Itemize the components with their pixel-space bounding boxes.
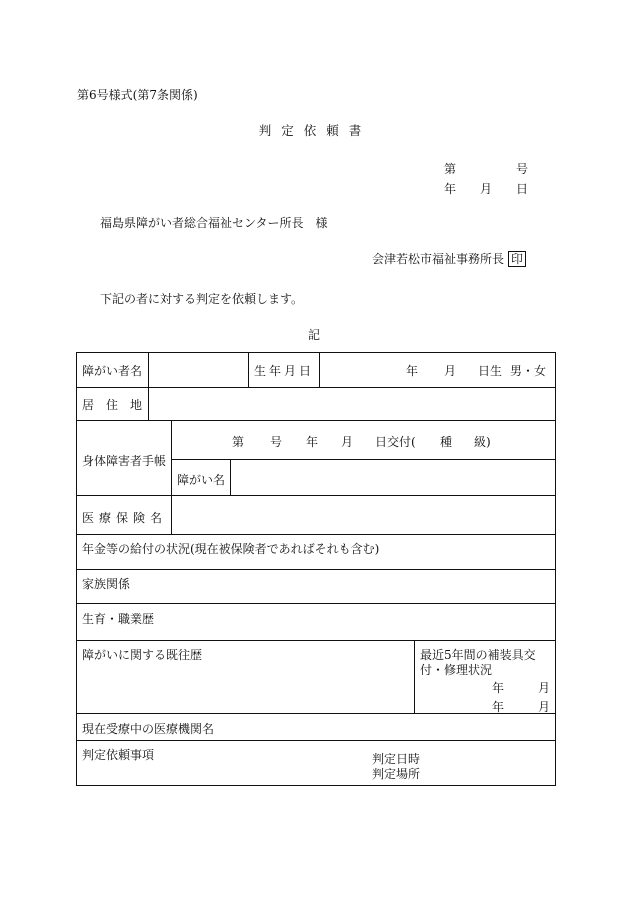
form-table	[76, 352, 556, 786]
doc-date-day: 日	[516, 182, 529, 196]
seal-mark: 印	[508, 251, 526, 267]
aids-year-1: 年	[492, 681, 505, 695]
disability-name-label: 障がい名	[177, 473, 226, 487]
doc-number-go: 号	[516, 162, 529, 176]
address-label: 居住地	[82, 398, 155, 412]
medical-history-label: 障がいに関する既往歴	[82, 648, 203, 662]
handbook-go: 号	[270, 435, 283, 449]
aids-label-line1: 最近5年間の補装具交	[420, 648, 536, 662]
handbook-label: 身体障害者手帳	[82, 454, 167, 468]
judgment-place-label: 判定場所	[372, 767, 421, 781]
handbook-issued: 日交付(	[375, 435, 416, 449]
judgment-date-label: 判定日時	[372, 752, 421, 766]
insurance-label: 医療保険名	[82, 511, 168, 525]
name-label: 障がい者名	[82, 364, 143, 378]
dob-day-born: 日生	[478, 364, 503, 378]
aids-year-2: 年	[492, 700, 505, 714]
history-label: 生育・職業歴	[82, 612, 155, 626]
judgment-items-label: 判定依頼事項	[82, 748, 155, 762]
family-label: 家族関係	[82, 577, 131, 591]
aids-month-1: 月	[538, 681, 551, 695]
document-title: 判定依頼書	[258, 123, 372, 138]
sex-choice: 男・女	[510, 364, 547, 378]
recipient: 福島県障がい者総合福祉センター所長 様	[100, 216, 328, 230]
aids-month-2: 月	[538, 700, 551, 714]
handbook-kind: 種	[440, 435, 453, 449]
doc-date-month: 月	[480, 182, 493, 196]
form-number: 第6号様式(第7条関係)	[77, 88, 198, 102]
pension-label: 年金等の給付の状況(現在被保険者であればそれも含む)	[82, 542, 380, 556]
sender	[372, 250, 526, 267]
sender-name: 会津若松市福祉事務所長	[372, 252, 505, 266]
dob-year: 年	[406, 364, 419, 378]
aids-label-line2: 付・修理状況	[420, 663, 493, 677]
handbook-dai: 第	[232, 435, 245, 449]
dob-label: 生年月日	[254, 364, 315, 378]
ki-heading: 記	[308, 328, 321, 342]
current-medical-label: 現在受療中の医療機関名	[82, 722, 215, 736]
handbook-month: 月	[341, 435, 354, 449]
dob-month: 月	[444, 364, 457, 378]
doc-number-dai: 第	[444, 162, 457, 176]
doc-date-year: 年	[444, 182, 457, 196]
request-text: 下記の者に対する判定を依頼します。	[100, 292, 304, 306]
handbook-grade: 級)	[474, 435, 491, 449]
handbook-year: 年	[306, 435, 319, 449]
